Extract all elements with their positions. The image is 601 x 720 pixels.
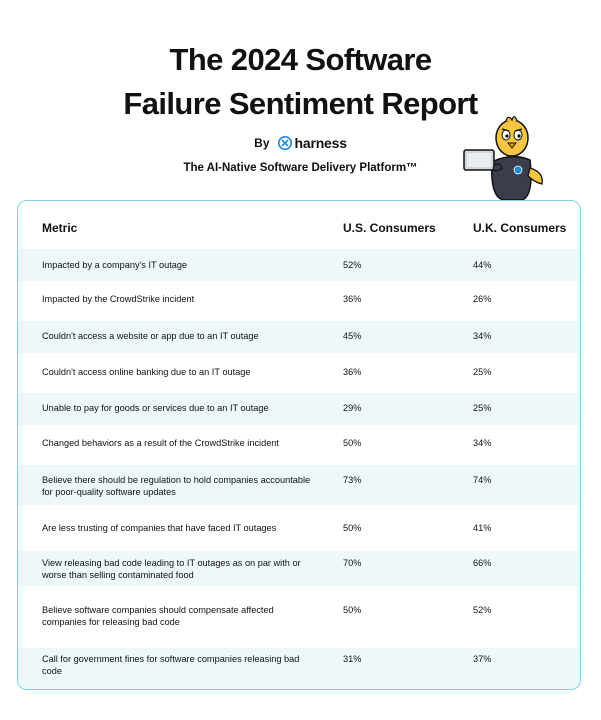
uk-value-cell: 34% [473,331,492,341]
table-row [18,425,580,465]
metric-cell: View releasing bad code leading to IT outages as on par with or worse than selling contaminated food [42,558,301,580]
harness-logo-icon [278,136,292,150]
uk-value-cell: 52% [473,605,492,615]
uk-value-cell: 34% [473,438,492,448]
col-header-us: U.S. Consumers [343,221,436,235]
us-value-cell: 45% [343,331,362,341]
table-header [18,201,580,248]
us-value-cell: 36% [343,294,362,304]
table-row [18,586,580,648]
chick-mascot-icon [462,110,562,210]
metric-cell: Impacted by a company's IT outage [42,260,188,270]
table-row [18,465,580,505]
uk-value-cell: 25% [473,403,492,413]
metric-cell: Impacted by the CrowdStrike incident [42,294,195,304]
us-value-cell: 50% [343,523,362,533]
title-line-1: The 2024 Software [169,42,432,77]
survey-table [17,200,581,690]
metric-cell: Couldn't access online banking due to an IT outage [42,367,251,377]
metric-cell: Unable to pay for goods or services due to an IT outage [42,403,269,413]
us-value-cell: 70% [343,558,362,568]
uk-value-cell: 74% [473,475,492,485]
by-label: By [254,136,270,150]
brand-name: harness [294,135,347,151]
table-row [18,505,580,551]
tagline: The AI-Native Software Delivery Platform™ [183,162,418,174]
uk-value-cell: 44% [473,260,492,270]
us-value-cell: 73% [343,475,362,485]
metric-cell: Call for government fines for software companies releasing bad code [42,654,300,676]
uk-value-cell: 37% [473,654,492,664]
us-value-cell: 31% [343,654,362,664]
us-value-cell: 36% [343,367,362,377]
uk-value-cell: 26% [473,294,492,304]
metric-cell: Changed behaviors as a result of the CrowdStrike incident [42,438,279,448]
col-header-metric: Metric [42,221,78,235]
table-row [18,393,580,425]
uk-value-cell: 66% [473,558,492,568]
table-row [18,321,580,353]
table-row [18,353,580,393]
table-row [18,648,580,690]
metric-cell: Believe there should be regulation to hold companies accountable for poor-quality software updates [42,475,311,497]
us-value-cell: 50% [343,438,362,448]
table-row [18,551,580,586]
col-header-uk: U.K. Consumers [473,221,567,235]
table-row [18,249,580,281]
us-value-cell: 29% [343,403,362,413]
uk-value-cell: 25% [473,367,492,377]
uk-value-cell: 41% [473,523,492,533]
title-line-2: Failure Sentiment Report [123,86,478,121]
metric-cell: Believe software companies should compensate affected companies for releasing bad code [42,605,274,627]
metric-cell: Couldn't access a website or app due to an IT outage [42,331,259,341]
us-value-cell: 50% [343,605,362,615]
table-row [18,281,580,321]
us-value-cell: 52% [343,260,362,270]
metric-cell: Are less trusting of companies that have faced IT outages [42,523,277,533]
